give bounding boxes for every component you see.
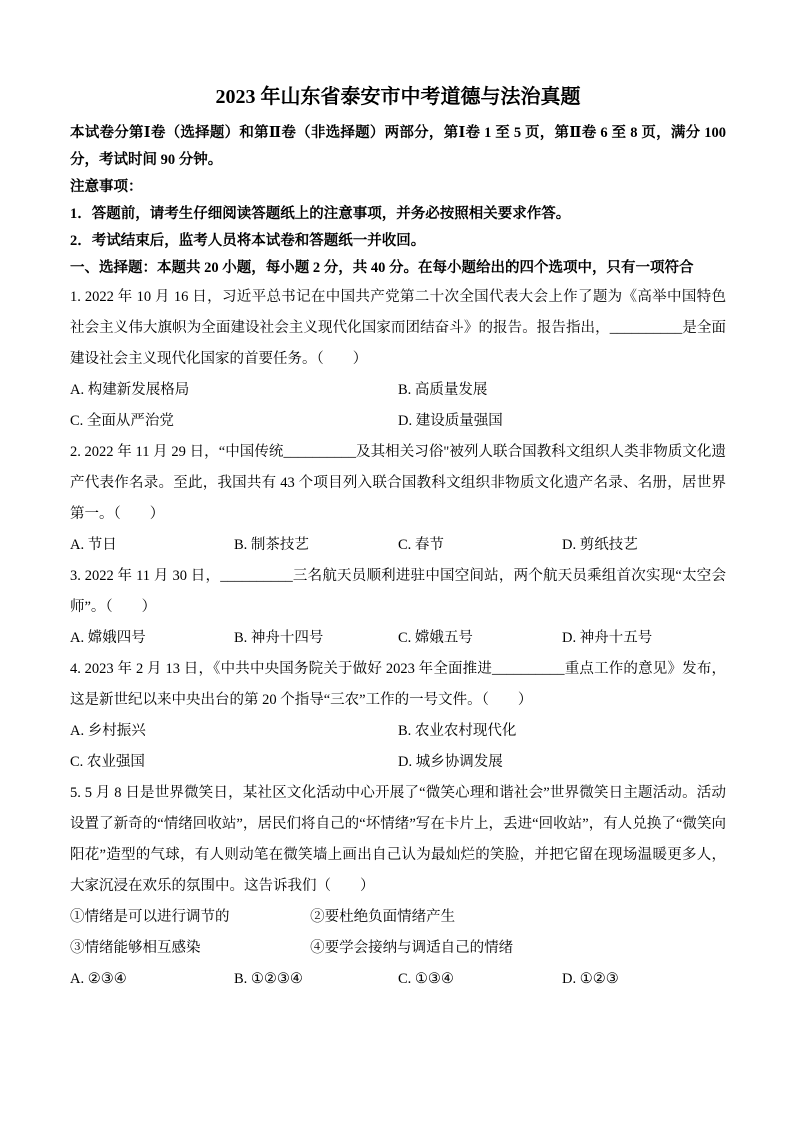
statement-row bbox=[70, 902, 726, 933]
option-row bbox=[70, 747, 726, 778]
option: C. 嫦娥五号 bbox=[398, 630, 473, 646]
option: B. 神舟十四号 bbox=[234, 630, 324, 646]
doc-title: 2023 年山东省泰安市中考道德与法治真题 bbox=[215, 86, 581, 108]
option: A. 节日 bbox=[70, 537, 117, 553]
option: A. ②③④ bbox=[70, 971, 127, 987]
option: D. 建设质量强国 bbox=[398, 413, 503, 429]
question-4 bbox=[70, 654, 726, 778]
option: A. 构建新发展格局 bbox=[70, 382, 190, 398]
option: A. 乡村振兴 bbox=[70, 723, 146, 739]
notice-heading: 注意事项： bbox=[70, 179, 143, 195]
option: A. 嫦娥四号 bbox=[70, 630, 146, 646]
option: C. 农业强国 bbox=[70, 754, 145, 770]
option-row bbox=[70, 530, 726, 561]
notice-item-1: 1．答题前，请考生仔细阅读答题纸上的注意事项，并务必按照相关要求作答。 bbox=[70, 206, 571, 222]
statement-row bbox=[70, 933, 726, 964]
option-row bbox=[70, 716, 726, 747]
option: D. 神舟十五号 bbox=[562, 630, 653, 646]
question-stem: 3. 2022 年 11 月 30 日，__________三名航天员顺利进驻中国空间站，两个航天员乘组首次实现“太空会师”。（ ） bbox=[70, 568, 726, 615]
question-3 bbox=[70, 561, 726, 654]
option: C. 全面从严治党 bbox=[70, 413, 174, 429]
option-row bbox=[70, 375, 726, 406]
section-heading: 一、选择题：本题共 20 小题，每小题 2 分，共 40 分。在每小题给出的四个选项中，只有一项符合 bbox=[70, 260, 694, 276]
option: D. ①②③ bbox=[562, 971, 619, 987]
option: D. 剪纸技艺 bbox=[562, 537, 638, 553]
option: D. 城乡协调发展 bbox=[398, 754, 503, 770]
option: B. 高质量发展 bbox=[398, 382, 488, 398]
question-5 bbox=[70, 778, 726, 995]
statement: ②要杜绝负面情绪产生 bbox=[310, 909, 456, 925]
option: C. ①③④ bbox=[398, 971, 454, 987]
question-stem: 2. 2022 年 11 月 29 日，“中国传统__________及其相关习俗"被列人联合国教科文组织人类非物质文化遗产代表作名录。至此，我国共有 43 个项目列入联合国教科文组织非物质文化遗产名录、名册，居世界第一。（ ） bbox=[70, 444, 726, 522]
option-row bbox=[70, 623, 726, 654]
question-stem: 1. 2022 年 10 月 16 日，习近平总书记在中国共产党第二十次全国代表大会上作了题为《高举中国特色社会主义伟大旗帜为全面建设社会主义现代化国家而团结奋斗》的报告。报告指出，__________是全面建设社会主义现代化国家的首要任务。（ ） bbox=[70, 289, 726, 367]
option: C. 春节 bbox=[398, 537, 444, 553]
notice-list bbox=[70, 201, 726, 255]
question-stem: 4. 2023 年 2 月 13 日，《中共中央国务院关于做好 2023 年全面推进__________重点工作的意见》发布，这是新世纪以来中央出台的第 20 个指导“三农”工作的一号文件。（ ） bbox=[70, 661, 726, 708]
intro-paragraph: 本试卷分第Ⅰ卷（选择题）和第Ⅱ卷（非选择题）两部分，第Ⅰ卷 1 至 5 页，第Ⅱ卷 6 至 8 页，满分 100 分，考试时间 90 分钟。 bbox=[70, 125, 726, 168]
notice-item-2: 2．考试结束后，监考人员将本试卷和答题纸一并收回。 bbox=[70, 233, 426, 249]
question-1 bbox=[70, 282, 726, 437]
question-list bbox=[70, 282, 726, 995]
question-2 bbox=[70, 437, 726, 561]
statement: ④要学会接纳与调适自己的情绪 bbox=[310, 940, 514, 956]
page-content bbox=[70, 84, 726, 995]
option-row bbox=[70, 964, 726, 995]
option: B. 农业农村现代化 bbox=[398, 723, 517, 739]
statement: ③情绪能够相互感染 bbox=[70, 940, 201, 956]
statement: ①情绪是可以进行调节的 bbox=[70, 909, 230, 925]
option-row bbox=[70, 406, 726, 437]
option: B. ①②③④ bbox=[234, 971, 303, 987]
option: B. 制茶技艺 bbox=[234, 537, 309, 553]
question-stem: 5. 5 月 8 日是世界微笑日，某社区文化活动中心开展了“微笑心理和谐社会”世界微笑日主题活动。活动设置了新奇的“情绪回收站”，居民们将自己的“坏情绪”写在卡片上，丢进“回收站”，有人兑换了“微笑向阳花”造型的气球，有人则动笔在微笑墙上画出自己认为最灿烂的笑脸，并把它留在现场温暖更多人，大家沉浸在欢乐的氛围中。这告诉我们（ ） bbox=[70, 785, 726, 894]
